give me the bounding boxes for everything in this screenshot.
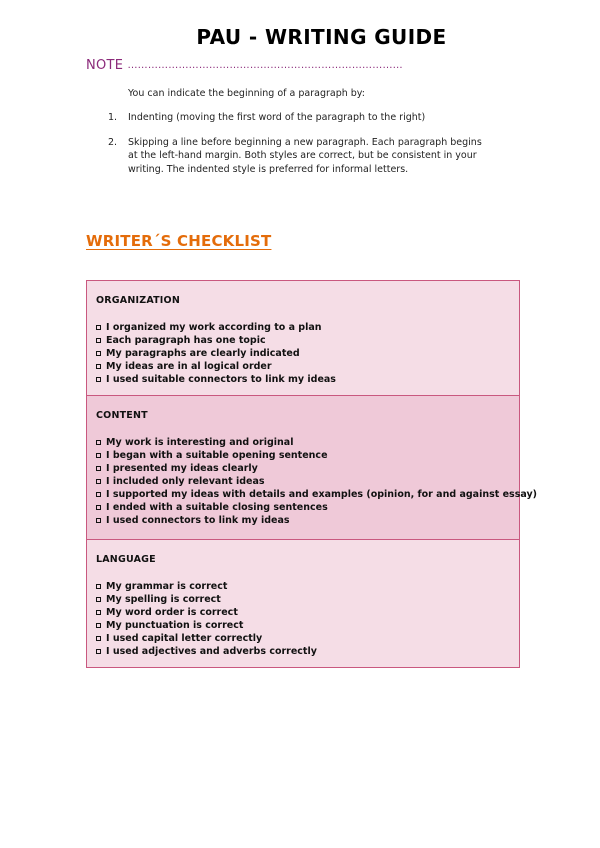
page-title: PAU - WRITING GUIDE [196,25,447,49]
checklist-item [96,514,519,527]
checkbox-icon [96,351,101,356]
checklist-item-text: My paragraphs are clearly indicated [106,348,300,359]
content-section [86,395,538,540]
checkbox-icon [96,453,101,458]
checkbox-icon [96,325,101,330]
checkbox-icon [96,597,101,602]
checklist-item [96,347,519,360]
checklist-item [96,580,519,593]
checkbox-icon [96,479,101,484]
checklist-item [96,593,519,606]
checkbox-icon [96,610,101,615]
checklist-item [96,645,519,658]
paragraph-methods-list [108,111,488,187]
list-text: Skipping a line before beginning a new paragraph. Each paragraph begins at the left-hand margin. Both styles are correct, but be consistent in your writing. The indented style is preferred for informal letters. [128,136,482,175]
checklist-items [96,436,538,527]
checkbox-icon [96,505,101,510]
note-label: NOTE [86,58,124,73]
checklist-item-text: My work is interesting and original [106,437,294,448]
checklist-item [96,488,538,501]
checklist-items [96,321,519,386]
checkbox-icon [96,377,101,382]
language-section [86,539,520,668]
checklist-item-text: My grammar is correct [106,581,228,592]
checkbox-icon [96,440,101,445]
checkbox-icon [96,466,101,471]
checkbox-icon [96,649,101,654]
checklist-item [96,436,519,449]
checklist-item-text: I began with a suitable opening sentence [106,450,328,461]
section-heading: CONTENT [96,410,148,421]
checklist-item-text: I organized my work according to a plan [106,322,322,333]
checklist-item-text: My ideas are in al logical order [106,361,272,372]
checklist-item-text: My spelling is correct [106,594,221,605]
list-number: 1. [108,112,118,123]
checkbox-icon [96,636,101,641]
checklist-title: WRITER´S CHECKLIST [86,232,272,250]
list-number: 2. [108,136,118,148]
section-heading: LANGUAGE [96,554,156,565]
checklist-item-text: I ended with a suitable closing sentences [106,502,328,513]
checklist-item-text: I used suitable connectors to link my ideas [106,374,336,385]
checkbox-icon [96,584,101,589]
list-text: Indenting (moving the first word of the paragraph to the right) [128,112,426,123]
checklist-item [96,632,519,645]
checklist-item-text: I supported my ideas with details and examples (opinion, for and against essay) [106,489,538,500]
checklist-item-text: I used capital letter correctly [106,633,263,644]
checklist-item [96,334,519,347]
note-line [86,58,403,73]
checklist-item-text: I used connectors to link my ideas [106,515,290,526]
checkbox-icon [96,492,101,497]
checkbox-icon [96,518,101,523]
checklist-item-text: I included only relevant ideas [106,476,265,487]
checklist-item [96,449,519,462]
checklist-item [96,321,519,334]
checklist-item-text: I presented my ideas clearly [106,463,258,474]
checklist-item [96,373,519,386]
checklist-items [96,580,519,658]
checkbox-icon [96,623,101,628]
organization-section [86,280,520,396]
note-dots: ……………………………………………………………………… [127,60,403,71]
section-heading: ORGANIZATION [96,295,180,306]
checklist-item-text: My word order is correct [106,607,238,618]
checklist-item-text: I used adjectives and adverbs correctly [106,646,317,657]
checkbox-icon [96,364,101,369]
checklist-item [96,475,519,488]
checklist-item-text: Each paragraph has one topic [106,335,266,346]
checklist-item [96,619,519,632]
checkbox-icon [96,338,101,343]
checklist-item [96,501,519,514]
checklist-item [96,462,519,475]
checklist-item [96,606,519,619]
checklist-item-text: My punctuation is correct [106,620,244,631]
list-item [108,136,488,177]
intro-text: You can indicate the beginning of a paragraph by: [128,88,365,99]
list-item [108,111,488,125]
checklist-item [96,360,519,373]
